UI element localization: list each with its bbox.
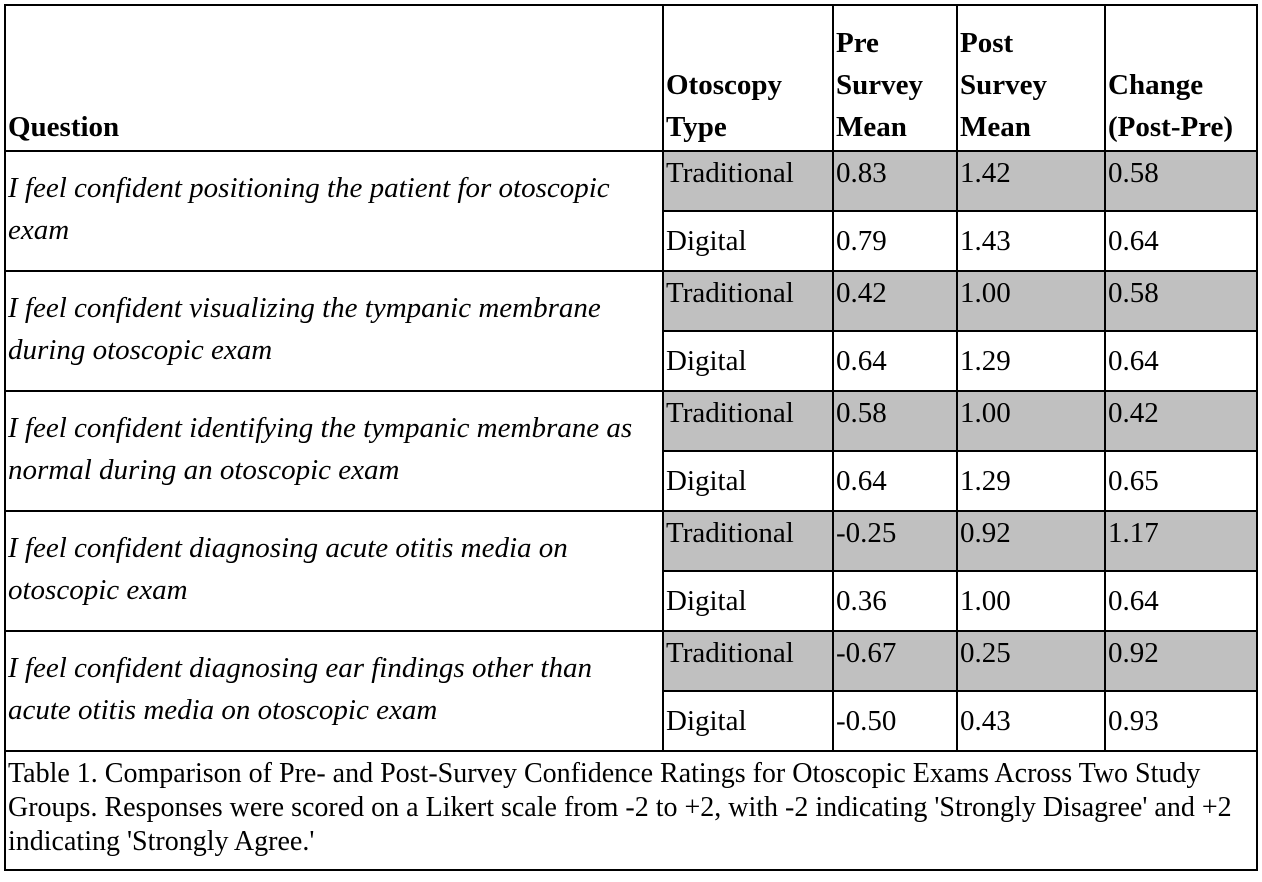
type-cell: Digital <box>663 571 833 631</box>
header-row <box>5 5 1257 151</box>
post-cell: 1.00 <box>957 271 1105 331</box>
change-cell: 1.17 <box>1105 511 1257 571</box>
caption-row <box>5 751 1257 870</box>
post-cell: 1.29 <box>957 451 1105 511</box>
question-cell: I feel confident positioning the patient for otoscopic exam <box>5 151 663 271</box>
header-pre-survey-mean: Pre Survey Mean <box>833 5 957 151</box>
question-cell: I feel confident identifying the tympanic membrane as normal during an otoscopic exam <box>5 391 663 511</box>
table-row <box>5 631 1257 691</box>
post-cell: 1.00 <box>957 571 1105 631</box>
post-cell: 1.43 <box>957 211 1105 271</box>
change-cell: 0.93 <box>1105 691 1257 751</box>
post-cell: 1.42 <box>957 151 1105 211</box>
post-cell: 1.29 <box>957 331 1105 391</box>
change-cell: 0.64 <box>1105 571 1257 631</box>
type-cell: Digital <box>663 451 833 511</box>
change-cell: 0.92 <box>1105 631 1257 691</box>
type-cell: Traditional <box>663 271 833 331</box>
pre-cell: 0.36 <box>833 571 957 631</box>
question-cell: I feel confident diagnosing acute otitis media on otoscopic exam <box>5 511 663 631</box>
pre-cell: 0.58 <box>833 391 957 451</box>
change-cell: 0.42 <box>1105 391 1257 451</box>
type-cell: Traditional <box>663 631 833 691</box>
post-cell: 1.00 <box>957 391 1105 451</box>
post-cell: 0.43 <box>957 691 1105 751</box>
table-container <box>4 4 1258 871</box>
question-cell: I feel confident visualizing the tympanic membrane during otoscopic exam <box>5 271 663 391</box>
table-row <box>5 511 1257 571</box>
type-cell: Traditional <box>663 511 833 571</box>
type-cell: Traditional <box>663 151 833 211</box>
pre-cell: -0.25 <box>833 511 957 571</box>
type-cell: Digital <box>663 691 833 751</box>
post-cell: 0.92 <box>957 511 1105 571</box>
change-cell: 0.65 <box>1105 451 1257 511</box>
question-cell: I feel confident diagnosing ear findings other than acute otitis media on otoscopic exam <box>5 631 663 751</box>
pre-cell: 0.79 <box>833 211 957 271</box>
pre-cell: -0.67 <box>833 631 957 691</box>
type-cell: Traditional <box>663 391 833 451</box>
table-row <box>5 391 1257 451</box>
header-post-survey-mean: Post Survey Mean <box>957 5 1105 151</box>
results-table <box>4 4 1258 871</box>
change-cell: 0.58 <box>1105 151 1257 211</box>
pre-cell: -0.50 <box>833 691 957 751</box>
change-cell: 0.58 <box>1105 271 1257 331</box>
change-cell: 0.64 <box>1105 331 1257 391</box>
header-otoscopy-type: Otoscopy Type <box>663 5 833 151</box>
header-question: Question <box>5 5 663 151</box>
table-row <box>5 271 1257 331</box>
pre-cell: 0.64 <box>833 451 957 511</box>
pre-cell: 0.64 <box>833 331 957 391</box>
table-row <box>5 151 1257 211</box>
header-change: Change (Post-Pre) <box>1105 5 1257 151</box>
table-caption: Table 1. Comparison of Pre- and Post-Survey Confidence Ratings for Otoscopic Exams Across Two Study Groups. Responses were scored on a Likert scale from -2 to +2, with -2 indicating 'Strongly Disagree' and +2 indicating 'Strongly Agree.' <box>5 751 1257 870</box>
type-cell: Digital <box>663 211 833 271</box>
change-cell: 0.64 <box>1105 211 1257 271</box>
post-cell: 0.25 <box>957 631 1105 691</box>
pre-cell: 0.42 <box>833 271 957 331</box>
pre-cell: 0.83 <box>833 151 957 211</box>
type-cell: Digital <box>663 331 833 391</box>
